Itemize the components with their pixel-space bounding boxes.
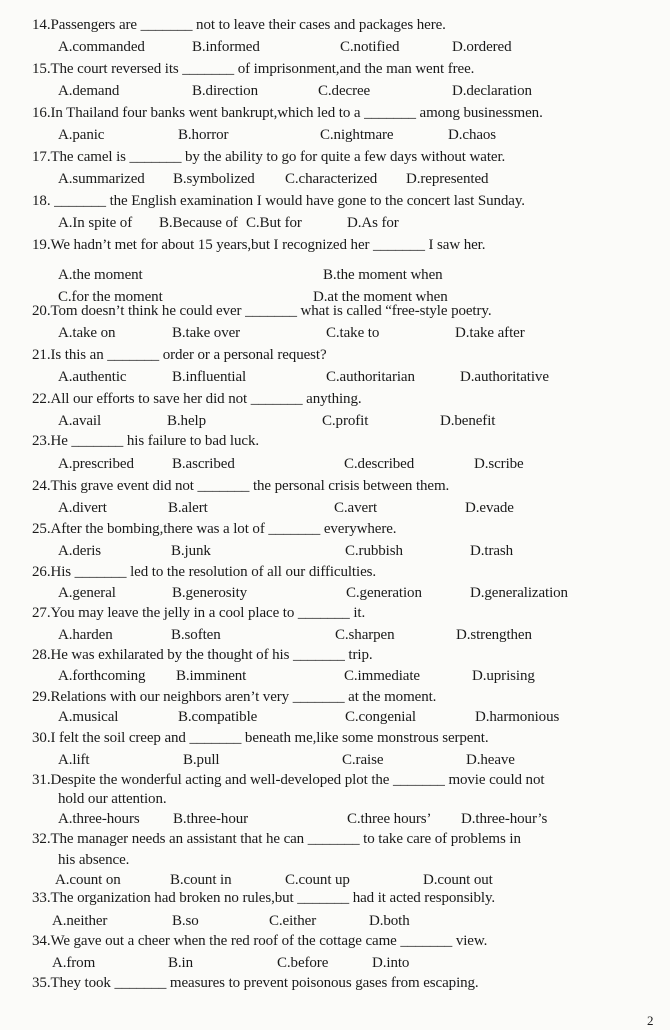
question-text: The manager needs an assistant that he can _______ to take care of problems in	[50, 831, 521, 847]
answer-option: B.ascribed	[172, 456, 235, 472]
answer-option: A.neither	[52, 913, 108, 929]
answer-option: D.declaration	[452, 83, 532, 99]
answer-option: D.benefit	[440, 413, 496, 429]
question-text: This grave event did not _______ the personal crisis between them.	[50, 478, 450, 494]
question-stem: 24.This grave event did not _______ the personal crisis between them.	[32, 478, 450, 494]
answer-option: B.direction	[192, 83, 258, 99]
question-stem: 32.The manager needs an assistant that he can _______ to take care of problems in	[32, 831, 521, 847]
question-number: 30	[32, 730, 47, 746]
answer-option: C.either	[269, 913, 317, 929]
question-number: 29	[32, 689, 47, 705]
question-stem: 25.After the bombing,there was a lot of _______ everywhere.	[32, 521, 397, 537]
answer-option: A.from	[52, 955, 96, 971]
question-stem: 14.Passengers are _______ not to leave their cases and packages here.	[32, 17, 446, 33]
question-number: 35	[32, 975, 47, 991]
answer-option: C.count up	[285, 872, 350, 888]
question-stem: 31.Despite the wonderful acting and well-developed plot the _______ movie could not	[32, 772, 545, 788]
answer-option: C.notified	[340, 39, 400, 55]
question-stem: 34.We gave out a cheer when the red roof of the cottage came _______ view.	[32, 933, 488, 949]
question-stem: 21.Is this an _______ order or a personal request?	[32, 347, 327, 363]
answer-option: A.three-hours	[58, 811, 140, 827]
question-text: Relations with our neighbors aren’t very _______ at the moment.	[50, 689, 437, 705]
question-number: 21	[32, 347, 47, 363]
answer-option: D.at the moment when	[313, 289, 448, 305]
answer-option: B.help	[167, 413, 206, 429]
question-text: The organization had broken no rules,but _______ had it acted responsibly.	[50, 890, 496, 906]
answer-option: A.harden	[58, 627, 113, 643]
answer-option: B.soften	[171, 627, 221, 643]
question-stem: 19.We hadn’t met for about 15 years,but I recognized her _______ I saw her.	[32, 237, 486, 253]
question-number: 18	[32, 193, 47, 209]
question-text: He _______ his failure to bad luck.	[50, 433, 260, 449]
answer-option: A.deris	[58, 543, 102, 559]
question-text: We gave out a cheer when the red roof of the cottage came _______ view.	[50, 933, 488, 949]
answer-option: C.before	[277, 955, 329, 971]
question-stem: 28.He was exhilarated by the thought of his _______ trip.	[32, 647, 373, 663]
question-number: 27	[32, 605, 47, 621]
answer-option: C.generation	[346, 585, 422, 601]
question-text: _______ the English examination I would have gone to the concert last Sunday.	[54, 193, 525, 209]
question-text: Tom doesn’t think he could ever _______ what is called “free-style poetry.	[50, 303, 492, 319]
answer-option: C.raise	[342, 752, 384, 768]
question-text: Passengers are _______ not to leave their cases and packages here.	[50, 17, 446, 33]
answer-option: C.three hours’	[347, 811, 432, 827]
question-stem: 23.He _______ his failure to bad luck.	[32, 433, 260, 449]
answer-option: B.junk	[171, 543, 211, 559]
answer-option: A.take on	[58, 325, 116, 341]
question-text: All our efforts to save her did not _______ anything.	[50, 391, 362, 407]
question-text-continued: hold our attention.	[58, 791, 167, 807]
question-number: 19	[32, 237, 47, 253]
answer-option: C.avert	[334, 500, 378, 516]
answer-option: B.imminent	[176, 668, 247, 684]
answer-option: B.in	[168, 955, 194, 971]
answer-option: D.ordered	[452, 39, 512, 55]
answer-option: B.three-hour	[173, 811, 249, 827]
question-text: The court reversed its _______ of imprisonment,and the man went free.	[50, 61, 475, 77]
answer-option: A.divert	[58, 500, 107, 516]
answer-option: A.demand	[58, 83, 120, 99]
answer-option: C.congenial	[345, 709, 416, 725]
answer-option: B.generosity	[172, 585, 248, 601]
answer-option: A.general	[58, 585, 116, 601]
answer-option: C.take to	[326, 325, 380, 341]
question-text: I felt the soil creep and _______ beneath me,like some monstrous serpent.	[50, 730, 489, 746]
answer-option: C.described	[344, 456, 415, 472]
question-text: In Thailand four banks went bankrupt,which led to a _______ among businessmen.	[50, 105, 543, 121]
answer-option: A.prescribed	[58, 456, 134, 472]
question-stem: 27.You may leave the jelly in a cool place to _______ it.	[32, 605, 366, 621]
question-number: 24	[32, 478, 47, 494]
answer-option: C.authoritarian	[326, 369, 415, 385]
question-text: You may leave the jelly in a cool place to _______ it.	[50, 605, 366, 621]
answer-option: A.In spite of	[58, 215, 133, 231]
answer-option: D.count out	[423, 872, 493, 888]
question-stem: 33.The organization had broken no rules,but _______ had it acted responsibly.	[32, 890, 496, 906]
question-stem: 20.Tom doesn’t think he could ever _______ what is called “free-style poetry.	[32, 303, 492, 319]
question-number: 16	[32, 105, 47, 121]
answer-option: D.As for	[347, 215, 399, 231]
question-text: After the bombing,there was a lot of _______ everywhere.	[50, 521, 397, 537]
answer-option: A.summarized	[58, 171, 145, 187]
answer-option: D.represented	[406, 171, 489, 187]
answer-option: C.immediate	[344, 668, 420, 684]
question-number: 14	[32, 17, 47, 33]
question-number: 20	[32, 303, 47, 319]
answer-option: B.symbolized	[173, 171, 255, 187]
answer-option: C.rubbish	[345, 543, 403, 559]
answer-option: D.scribe	[474, 456, 524, 472]
answer-option: A.panic	[58, 127, 105, 143]
question-text: The camel is _______ by the ability to go for quite a few days without water.	[50, 149, 506, 165]
question-number: 22	[32, 391, 47, 407]
question-number: 32	[32, 831, 47, 847]
answer-option: A.the moment	[58, 267, 143, 283]
question-text: They took _______ measures to prevent poisonous gases from escaping.	[50, 975, 479, 991]
question-number: 25	[32, 521, 47, 537]
answer-option: A.lift	[58, 752, 90, 768]
question-stem: 15.The court reversed its _______ of imprisonment,and the man went free.	[32, 61, 475, 77]
answer-option: A.musical	[58, 709, 119, 725]
question-text: We hadn’t met for about 15 years,but I recognized her _______ I saw her.	[50, 237, 486, 253]
question-number: 31	[32, 772, 47, 788]
question-text: Is this an _______ order or a personal request?	[50, 347, 327, 363]
answer-option: D.uprising	[472, 668, 535, 684]
answer-option: D.authoritative	[460, 369, 549, 385]
answer-option: C.decree	[318, 83, 371, 99]
answer-option: D.both	[369, 913, 410, 929]
answer-option: D.evade	[465, 500, 514, 516]
question-number: 23	[32, 433, 47, 449]
question-number: 26	[32, 564, 47, 580]
answer-option: B.the moment when	[323, 267, 443, 283]
question-number: 17	[32, 149, 47, 165]
answer-option: D.generalization	[470, 585, 568, 601]
answer-option: A.forthcoming	[58, 668, 146, 684]
answer-option: B.alert	[168, 500, 208, 516]
question-stem: 29.Relations with our neighbors aren’t very _______ at the moment.	[32, 689, 437, 705]
answer-option: B.horror	[178, 127, 229, 143]
question-stem: 17.The camel is _______ by the ability to go for quite a few days without water.	[32, 149, 506, 165]
answer-option: D.into	[372, 955, 410, 971]
answer-option: B.Because of	[159, 215, 238, 231]
question-stem: 35.They took _______ measures to prevent poisonous gases from escaping.	[32, 975, 479, 991]
answer-option: C.profit	[322, 413, 369, 429]
answer-option: D.three-hour’s	[461, 811, 548, 827]
answer-option: D.trash	[470, 543, 514, 559]
answer-option: A.avail	[58, 413, 102, 429]
answer-option: A.count on	[55, 872, 121, 888]
answer-option: B.compatible	[178, 709, 258, 725]
answer-option: B.so	[172, 913, 199, 929]
question-stem: 26.His _______ led to the resolution of all our difficulties.	[32, 564, 377, 580]
answer-option: C.nightmare	[320, 127, 394, 143]
answer-option: D.strengthen	[456, 627, 532, 643]
question-text: He was exhilarated by the thought of his _______ trip.	[50, 647, 373, 663]
question-number: 15	[32, 61, 47, 77]
question-number: 34	[32, 933, 47, 949]
question-stem: 30.I felt the soil creep and _______ beneath me,like some monstrous serpent.	[32, 730, 489, 746]
answer-option: B.influential	[172, 369, 247, 385]
answer-option: D.harmonious	[475, 709, 560, 725]
page-number: 2	[647, 1013, 654, 1028]
question-number: 33	[32, 890, 47, 906]
question-text: Despite the wonderful acting and well-developed plot the _______ movie could not	[50, 772, 545, 788]
answer-option: C.But for	[246, 215, 302, 231]
question-stem: 18. _______ the English examination I would have gone to the concert last Sunday.	[32, 193, 525, 209]
answer-option: C.sharpen	[335, 627, 395, 643]
answer-option: B.count in	[170, 872, 232, 888]
answer-option: D.take after	[455, 325, 525, 341]
question-text: His _______ led to the resolution of all our difficulties.	[50, 564, 377, 580]
answer-option: B.take over	[172, 325, 241, 341]
question-stem: 22.All our efforts to save her did not _______ anything.	[32, 391, 362, 407]
answer-option: C.for the moment	[58, 289, 163, 305]
answer-option: B.informed	[192, 39, 260, 55]
question-text-continued: his absence.	[58, 852, 130, 868]
answer-option: D.chaos	[448, 127, 497, 143]
answer-option: A.authentic	[58, 369, 127, 385]
answer-option: B.pull	[183, 752, 220, 768]
answer-option: A.commanded	[58, 39, 145, 55]
question-stem: 16.In Thailand four banks went bankrupt,which led to a _______ among businessmen.	[32, 105, 543, 121]
question-number: 28	[32, 647, 47, 663]
answer-option: D.heave	[466, 752, 515, 768]
answer-option: C.characterized	[285, 171, 378, 187]
